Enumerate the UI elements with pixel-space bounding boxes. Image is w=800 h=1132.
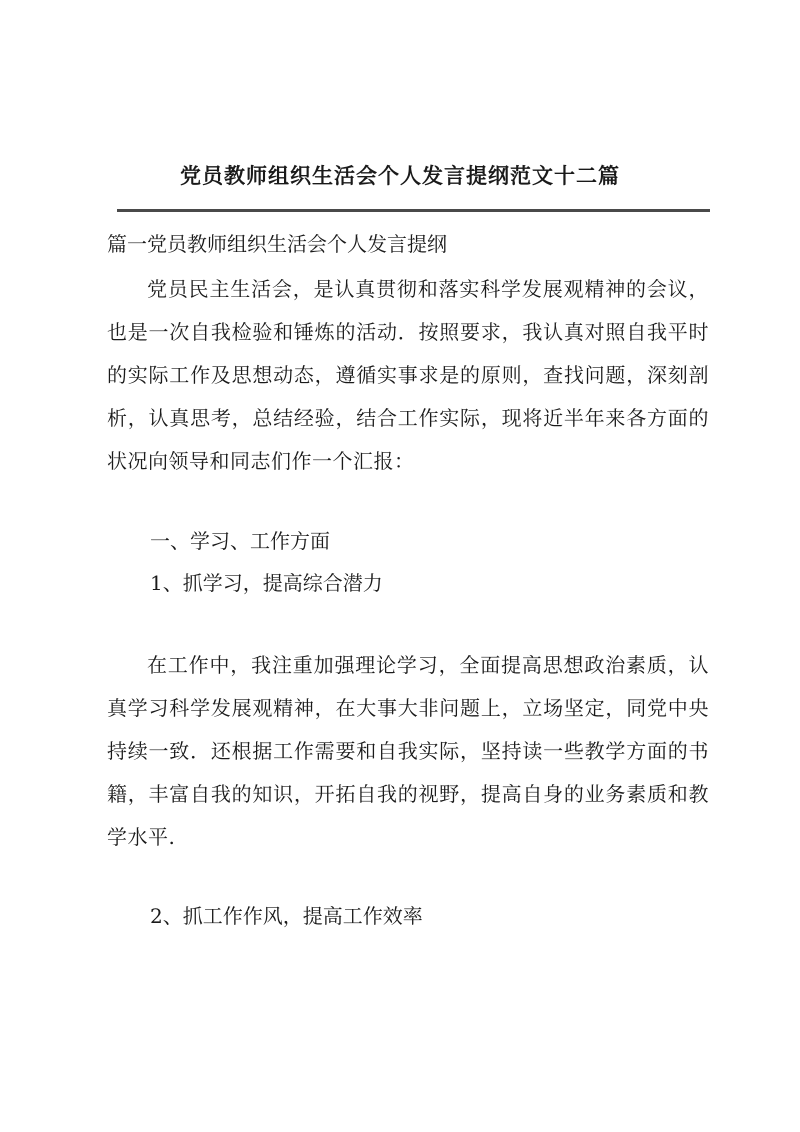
item-one-paragraph: 在工作中，我注重加强理论学习，全面提高思想政治素质，认真学习科学发展观精神，在大事大非问题上，立场坚定，同党中央持续一致．还根据工作需要和自我实际，坚持读一些教学方面的书籍，丰富自我的知识，开拓自我的视野，提高自身的业务素质和教学水平. bbox=[107, 653, 709, 849]
title-divider bbox=[117, 209, 710, 212]
intro-paragraph: 党员民主生活会，是认真贯彻和落实科学发展观精神的会议，也是一次自我检验和锤炼的活动．按照要求，我认真对照自我平时的实际工作及思想动态，遵循实事求是的原则，查找问题，深刻剖析，认真思考，总结经验，结合工作实际，现将近半年来各方面的状况向领导和同志们作一个汇报： bbox=[107, 277, 709, 473]
section-heading: 篇一党员教师组织生活会个人发言提纲 bbox=[107, 232, 447, 256]
item-two-heading: 2、抓工作作风，提高工作效率 bbox=[150, 904, 423, 928]
item-one-heading: 1、抓学习，提高综合潜力 bbox=[150, 571, 383, 595]
part-one-heading: 一、学习、工作方面 bbox=[150, 529, 330, 553]
document-title: 党员教师组织生活会个人发言提纲范文十二篇 bbox=[180, 163, 620, 188]
